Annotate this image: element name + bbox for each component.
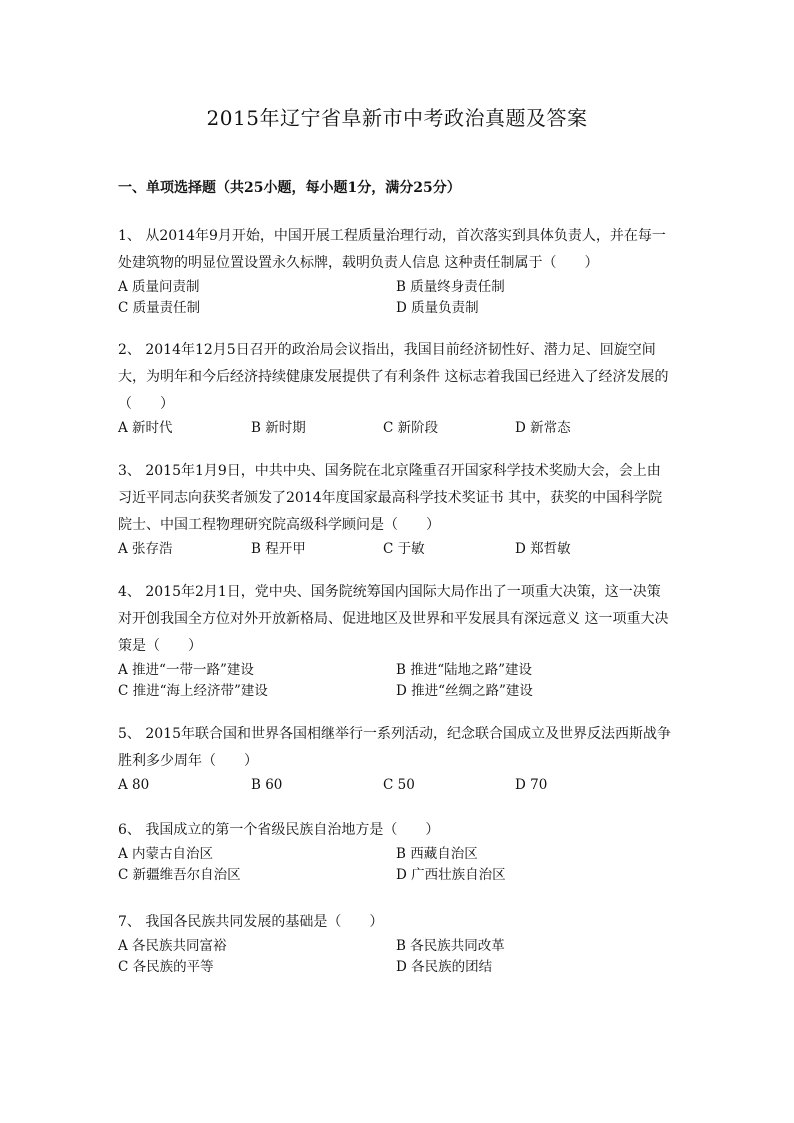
question-stem-line: （ ） [118, 396, 174, 412]
option-a: A 各民族共同富裕 [118, 938, 227, 954]
question-2 [118, 337, 678, 439]
option-list [118, 418, 678, 439]
question-7 [118, 909, 678, 978]
option-d: D 各民族的团结 [396, 959, 493, 975]
question-stem-line: 4、 2015年2月1日，党中央、国务院统筹国内国际大局作出了一项重大决策，这一决策 [118, 584, 661, 600]
question-stem-line: 处建筑物的明显位置设置永久标牌，载明负责人信息 这种责任制属于（ ） [118, 255, 599, 271]
option-b: B 推进“陆地之路”建设 [396, 662, 533, 678]
question-stem-line: 大，为明年和今后经济持续健康发展提供了有利条件 这标志着我国已经进入了经济发展的 [118, 369, 669, 385]
option-d: D 新常态 [515, 420, 571, 436]
question-stem-line: 院士、中国工程物理研究院高级科学顾问是（ ） [118, 517, 440, 533]
option-a: A 质量问责制 [118, 279, 200, 295]
option-d: D 70 [515, 777, 548, 793]
option-c: C 新疆维吾尔自治区 [118, 867, 241, 883]
option-d: D 质量负责制 [396, 300, 479, 316]
option-c: C 于敏 [383, 541, 425, 557]
option-list [118, 660, 678, 702]
option-c: C 50 [383, 777, 415, 793]
question-stem-line: 对开创我国全方位对外开放新格局、促进地区及世界和平发展具有深远意义 这一项重大决 [118, 611, 669, 627]
option-d: D 推进“丝绸之路”建设 [396, 683, 533, 699]
question-stem-line: 策是（ ） [118, 638, 202, 654]
question-stem-line: 胜利多少周年（ ） [118, 753, 258, 769]
option-list [118, 775, 678, 796]
option-list [118, 277, 678, 319]
question-6 [118, 817, 678, 886]
option-c: C 各民族的平等 [118, 959, 214, 975]
option-b: B 西藏自治区 [396, 846, 478, 862]
option-b: B 60 [251, 777, 283, 793]
option-a: A 80 [118, 777, 150, 793]
question-stem-line: 习近平同志向获奖者颁发了2014年度国家最高科学技术奖证书 其中，获奖的中国科学院 [118, 490, 663, 506]
option-d: D 郑哲敏 [515, 541, 571, 557]
question-stem-line: 7、 我国各民族共同发展的基础是（ ） [118, 914, 384, 930]
option-a: A 张存浩 [118, 541, 173, 557]
question-stem-line: 2、 2014年12月5日召开的政治局会议指出，我国目前经济韧性好、潜力足、回旋空间 [118, 342, 656, 358]
page-title: 2015年辽宁省阜新市中考政治真题及答案 [206, 106, 588, 130]
question-4 [118, 579, 678, 702]
option-a: A 推进“一带一路”建设 [118, 662, 254, 678]
option-c: C 推进“海上经济带”建设 [118, 683, 268, 699]
option-c: C 质量责任制 [118, 300, 201, 316]
question-5 [118, 721, 678, 796]
option-list [118, 844, 678, 886]
option-b: B 各民族共同改革 [396, 938, 505, 954]
option-c: C 新阶段 [383, 420, 439, 436]
option-a: A 新时代 [118, 420, 173, 436]
question-stem-line: 6、 我国成立的第一个省级民族自治地方是（ ） [118, 822, 440, 838]
question-3 [118, 458, 678, 560]
option-a: A 内蒙古自治区 [118, 846, 214, 862]
question-stem-line: 3、 2015年1月9日，中共中央、国务院在北京隆重召开国家科学技术奖励大会，会上由 [118, 463, 661, 479]
option-b: B 质量终身责任制 [396, 279, 505, 295]
option-b: B 新时期 [251, 420, 306, 436]
option-d: D 广西壮族自治区 [396, 867, 506, 883]
section-heading: 一、单项选择题（共25小题，每小题1分，满分25分） [118, 180, 461, 196]
option-list [118, 936, 678, 978]
question-stem-line: 1、 从2014年9月开始，中国开展工程质量治理行动，首次落实到具体负责人，并在每一 [118, 228, 666, 244]
question-1 [118, 223, 678, 319]
option-b: B 程开甲 [251, 541, 306, 557]
option-list [118, 539, 678, 560]
question-stem-line: 5、 2015年联合国和世界各国相继举行一系列活动，纪念联合国成立及世界反法西斯战争 [118, 726, 671, 742]
